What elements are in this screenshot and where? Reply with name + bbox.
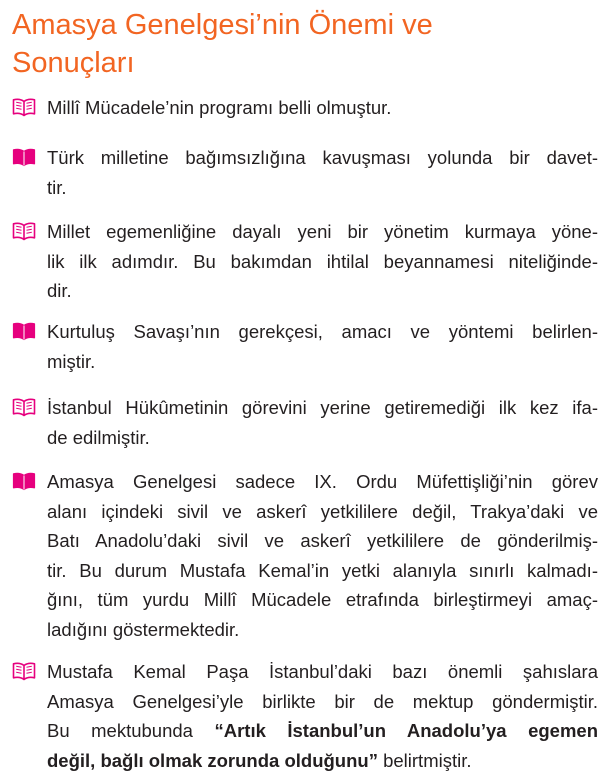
text-line: ğını, tüm yurdu Millî Mücadele etrafında birleştirmeyi amaç- <box>47 589 598 610</box>
list-item-text <box>47 317 598 376</box>
title-line-2: Sonuçları <box>12 47 135 79</box>
list-item-text <box>47 657 598 775</box>
page-title <box>12 6 572 82</box>
list-item-text <box>47 143 598 202</box>
list-item <box>12 217 598 306</box>
text-line: miştir. <box>47 350 96 372</box>
text-line: ladığını göstermektedir. <box>47 618 240 640</box>
text-run: Bu mektubunda <box>47 720 215 741</box>
list-item <box>12 143 598 202</box>
text-line: lik ilk adımdır. Bu bakımdan ihtilal beyannamesi niteliğinde- <box>47 250 598 272</box>
list-item-text <box>47 467 598 644</box>
list-item <box>12 317 598 376</box>
text-line <box>47 746 598 776</box>
text-line: alanı içindeki sivil ve askerî yetkililere değil, Trakya’daki ve <box>47 500 598 522</box>
list-item-text <box>47 393 598 452</box>
open-book-outline-icon <box>12 98 36 117</box>
open-book-filled-icon <box>12 148 36 167</box>
list-item <box>12 393 598 452</box>
open-book-outline-icon <box>12 222 36 241</box>
text-line: tir. <box>47 176 67 198</box>
text-line: Millî Mücadele’nin programı belli olmuştur. <box>47 97 392 118</box>
open-book-outline-icon <box>12 662 36 681</box>
text-line: de edilmiştir. <box>47 426 150 448</box>
open-book-filled-icon <box>12 322 36 341</box>
list-item <box>12 93 598 123</box>
text-line: Millet egemenliğine dayalı yeni bir yönetim kurmaya yöne- <box>47 221 598 242</box>
text-line: tir. Bu durum Mustafa Kemal’in yetki alanıyla sınırlı kalmadı- <box>47 559 598 581</box>
text-line: dir. <box>47 280 72 301</box>
text-run: belirtmiştir. <box>377 749 472 771</box>
list-item-text <box>47 93 598 123</box>
open-book-filled-icon <box>12 472 36 491</box>
list-item <box>12 657 598 775</box>
text-line <box>47 716 598 746</box>
quote-bold-text: değil, bağlı olmak zorunda olduğunu” <box>47 749 378 771</box>
text-line: Amasya Genelgesi’yle birlikte bir de mektup göndermiştir. <box>47 690 598 712</box>
text-line: Türk milletine bağımsızlığına kavuşması yolunda bir davet- <box>47 147 598 168</box>
text-line: Kurtuluş Savaşı’nın gerekçesi, amacı ve yöntemi belirlen- <box>47 321 598 342</box>
list-item-text <box>47 217 598 306</box>
list-item <box>12 467 598 644</box>
text-line: Batı Anadolu’daki sivil ve askerî yetkililere de gönderilmiş- <box>47 530 598 551</box>
text-line: Amasya Genelgesi sadece IX. Ordu Müfettişliği’nin görev <box>47 471 598 492</box>
title-line-1: Amasya Genelgesi’nin Önemi ve <box>12 9 433 41</box>
text-line: Mustafa Kemal Paşa İstanbul’daki bazı önemli şahıslara <box>47 661 598 682</box>
open-book-outline-icon <box>12 398 36 417</box>
quote-bold-text: “Artık İstanbul’un Anadolu’ya egemen <box>214 720 598 741</box>
text-line: İstanbul Hükûmetinin görevini yerine getiremediği ilk kez ifa- <box>47 397 598 418</box>
